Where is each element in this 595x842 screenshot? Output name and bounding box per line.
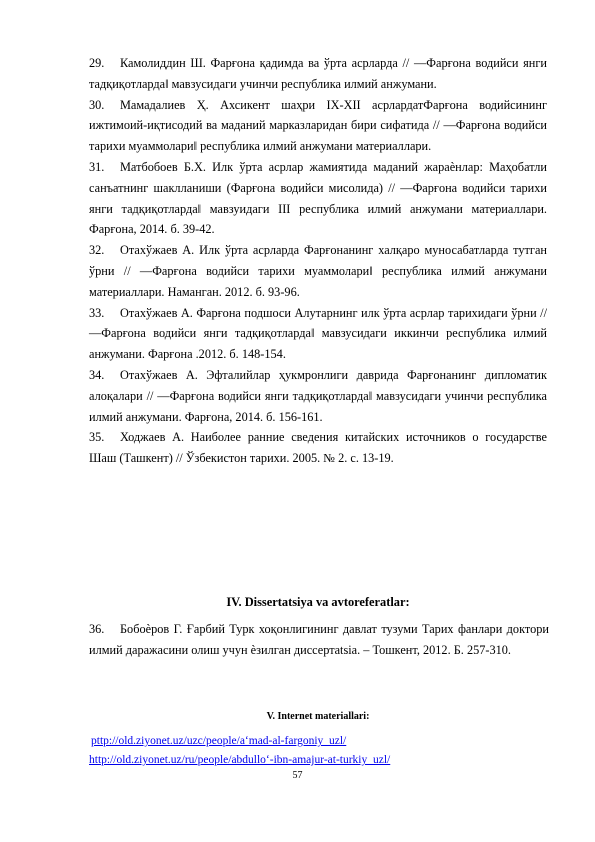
reference-text: Бобоѐров Г. Ғарбий Турк хоқонлигининг давлат тузуми Тарих фанлари доктори илмий даражасини олиш учун ѐзилган диссертatsia. – Тошкент, 2012. Б. 257-310. [89,622,549,657]
reference-item [89,53,547,95]
section-heading-dissertations: IV. Dissertatsiya va avtoreferatlar: [226,595,410,609]
section-heading-internet: V. Internet materiallari: [266,711,370,722]
reference-number: 31. [89,159,105,174]
reference-list-dissertations [89,619,549,661]
reference-text: Камолиддин Ш. Фарғона қадимда ва ўрта асрларда // ―Фарғона водийси янги тадқиқотларда‖ мавзусидаги учинчи республика илмий анжумани. [89,56,547,91]
internet-link[interactable]: pttp://old.ziyonet.uz/uzc/people/a‘mad-al-fargoniy_uzl/ [91,735,347,747]
page-number: 57 [292,770,303,781]
reference-number: 34. [89,367,105,382]
reference-number: 35. [89,430,105,445]
reference-text: Отахўжаев А. Фарғона подшоси Алутарнинг илк ўрта асрлар тарихидаги ўрни // ―Фарғона водийси янги тадқиқотларда‖ мавзусидаги иккинчи республика илмий анжумани. Фарғона .2012. б. 148-154. [89,305,547,362]
reference-item [89,365,547,427]
reference-number: 33. [89,305,105,320]
reference-item [89,303,547,365]
reference-item [89,157,547,240]
reference-item [89,427,547,469]
reference-text: Мамадалиев Ҳ. Ахсикент шаҳри IX-XII асрлардатФарғона водийсининг ижтимоий-иқтисодий ва маданий марказларидан бири сифатида // ―Фарғона водийси тарихи муаммолари‖ республика илмий анжумани материаллари. [89,97,547,154]
reference-list [89,53,547,469]
reference-number: 32. [89,243,105,258]
reference-text: Ходжаев А. Наиболее ранние сведения китайских источников о государстве Шаш (Ташкент) // Ўзбекистон тарихи. 2005. № 2. с. 13-19. [89,430,547,466]
reference-number: 36. [89,622,105,636]
reference-text: Отахўжаев А. Эфталийлар ҳукмронлиги даврида Фарғонанинг дипломатик алоқалари // ―Фарғона водийси янги тадқиқотларда‖ мавзусидаги учинчи республика илмий анжумани. Фарғона, 2014. б. 156-161. [89,367,547,424]
internet-link[interactable]: http://old.ziyonet.uz/ru/people/abdullo‘-ibn-amajur-at-turkiy_uzl/ [89,754,391,766]
reference-item [89,95,547,157]
reference-text: Отахўжаев А. Илк ўрта асрларда Фарғонанинг халқаро муносабатларда тутган ўрни // ―Фарғона водийси тарихи муаммолари‖ республика илмий анжумани материаллари. Наманган. 2012. б. 93-96. [89,243,547,299]
reference-text: Матбобоев Б.Х. Илк ўрта асрлар жамиятида маданий жараѐнлар: Маҳобатли санъатнинг шаклланиши (Фарғона водийси мисолида) // ―Фарғона водийси тарихи янги тадқиқотларда‖ мавзуидаги III республика илмий анжумани материаллари. Фарғона, 2014. б. 39-42. [89,159,547,237]
reference-number: 30. [89,97,105,112]
reference-item [89,619,549,661]
reference-item [89,240,547,302]
reference-number: 29. [89,56,105,70]
